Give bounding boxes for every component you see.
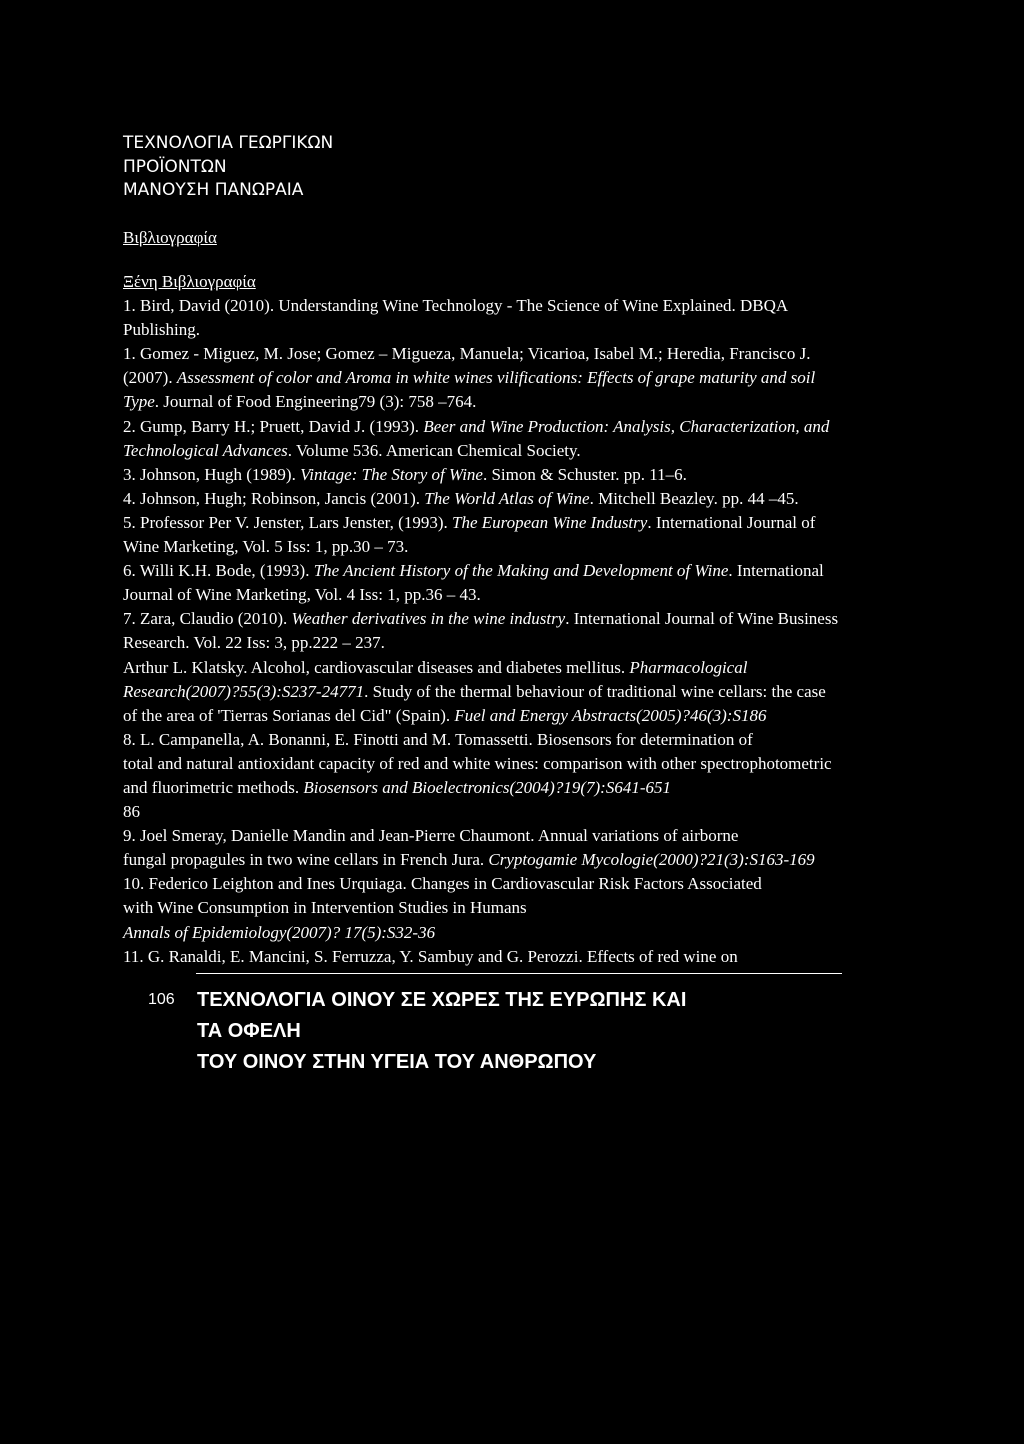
reference-item: 2. Gump, Barry H.; Pruett, David J. (1993). Beer and Wine Production: Analysis, Characterization, and Technological Advances. Volume 536. American Chemical Society. — [123, 416, 830, 460]
reference-item: 8. L. Campanella, A. Bonanni, E. Finotti and M. Tomassetti. Biosensors for determination of — [123, 729, 753, 749]
footer-rule — [196, 973, 842, 974]
footer-title — [197, 985, 686, 1078]
reference-item: 4. Johnson, Hugh; Robinson, Jancis (2001). The World Atlas of Wine. Mitchell Beazley. pp. 44 –45. — [123, 488, 799, 508]
footer-title-line-2: ΤΑ ΟΦΕΛΗ — [197, 1020, 301, 1042]
reference-item: 10. Federico Leighton and Ines Urquiaga. Changes in Cardiovascular Risk Factors Associated — [123, 874, 762, 894]
reference-item: 1. Bird, David (2010). Understanding Wine Technology - The Science of Wine Explained. DBQA Publishing. — [123, 296, 788, 340]
reference-item: with Wine Consumption in Intervention Studies in Humans — [123, 898, 527, 918]
document-header — [123, 132, 623, 203]
page-number: 106 — [148, 991, 175, 1008]
reference-item: 1. Gomez - Miguez, M. Jose; Gomez – Migueza, Manuela; Vicarioa, Isabel M.; Heredia, Francisco J. (2007). Assessment of color and Aroma in white wines vilifications: Effects of grape maturity and soil Type. Journal of Food Engineering79 (3): 758 –764. — [123, 344, 816, 412]
reference-item: Annals of Epidemiology(2007)? 17(5):S32-36 — [123, 922, 436, 942]
reference-item: 3. Johnson, Hugh (1989). Vintage: The Story of Wine. Simon & Schuster. pp. 11–6. — [123, 464, 687, 484]
reference-item: Arthur L. Klatsky. Alcohol, cardiovascular diseases and diabetes mellitus. Pharmacological Research(2007)?55(3):S237-24771. Study of the thermal behaviour of traditional wine cellars: the case of the area of 'Tierras Sorianas del Cid" (Spain). Fuel and Energy Abstracts(2005)?46(3):S186 — [123, 657, 826, 725]
reference-item: 11. G. Ranaldi, E. Mancini, S. Ferruzza, Y. Sambuy and G. Perozzi. Effects of red wine on — [123, 946, 738, 966]
header-line-3: ΜΑΝΟΥΣΗ ΠΑΝΩΡΑΙΑ — [123, 180, 304, 200]
subsection-title: Ξένη Βιβλιογραφία — [123, 272, 256, 291]
reference-item: 86 — [123, 802, 140, 822]
header-line-2: ΠΡΟΪΟΝΤΩΝ — [123, 156, 227, 177]
reference-item: 6. Willi K.H. Bode, (1993). The Ancient History of the Making and Development of Wine. International Journal of Wine Marketing, Vol. 4 Iss: 1, pp.36 – 43. — [123, 561, 824, 605]
footer-title-line-1: ΤΕΧΝΟΛΟΓΙΑ ΟΙΝΟΥ ΣΕ ΧΩΡΕΣ ΤΗΣ ΕΥΡΩΠΗΣ ΚΑΙ — [197, 989, 687, 1011]
reference-item: 5. Professor Per V. Jenster, Lars Jenster, (1993). The European Wine Industry. International Journal of Wine Marketing, Vol. 5 Iss: 1, pp.30 – 73. — [123, 512, 816, 557]
reference-item: 9. Joel Smeray, Danielle Mandin and Jean-Pierre Chaumont. Annual variations of airborne — [123, 826, 739, 846]
reference-item: fungal propagules in two wine cellars in French Jura. Cryptogamie Mycologie(2000)?21(3):S163-169 — [123, 850, 815, 870]
reference-list — [123, 270, 843, 969]
reference-item: total and natural antioxidant capacity of red and white wines: comparison with other spectrophotometric and fluorimetric methods. Biosensors and Bioelectronics(2004)?19(7):S641-651 — [123, 753, 832, 797]
header-line-1: ΤΕΧΝΟΛΟΓΙΑ ΓΕΩΡΓΙΚΩΝ — [123, 133, 334, 153]
reference-item: 7. Zara, Claudio (2010). Weather derivatives in the wine industry. International Journal of Wine Business Research. Vol. 22 Iss: 3, pp.222 – 237. — [123, 609, 839, 653]
footer-title-line-3: ΤΟΥ ΟΙΝΟΥ ΣΤΗΝ ΥΓΕΙΑ ΤΟΥ ΑΝΘΡΩΠΟΥ — [197, 1051, 597, 1073]
section-title: Βιβλιογραφία — [123, 228, 217, 247]
